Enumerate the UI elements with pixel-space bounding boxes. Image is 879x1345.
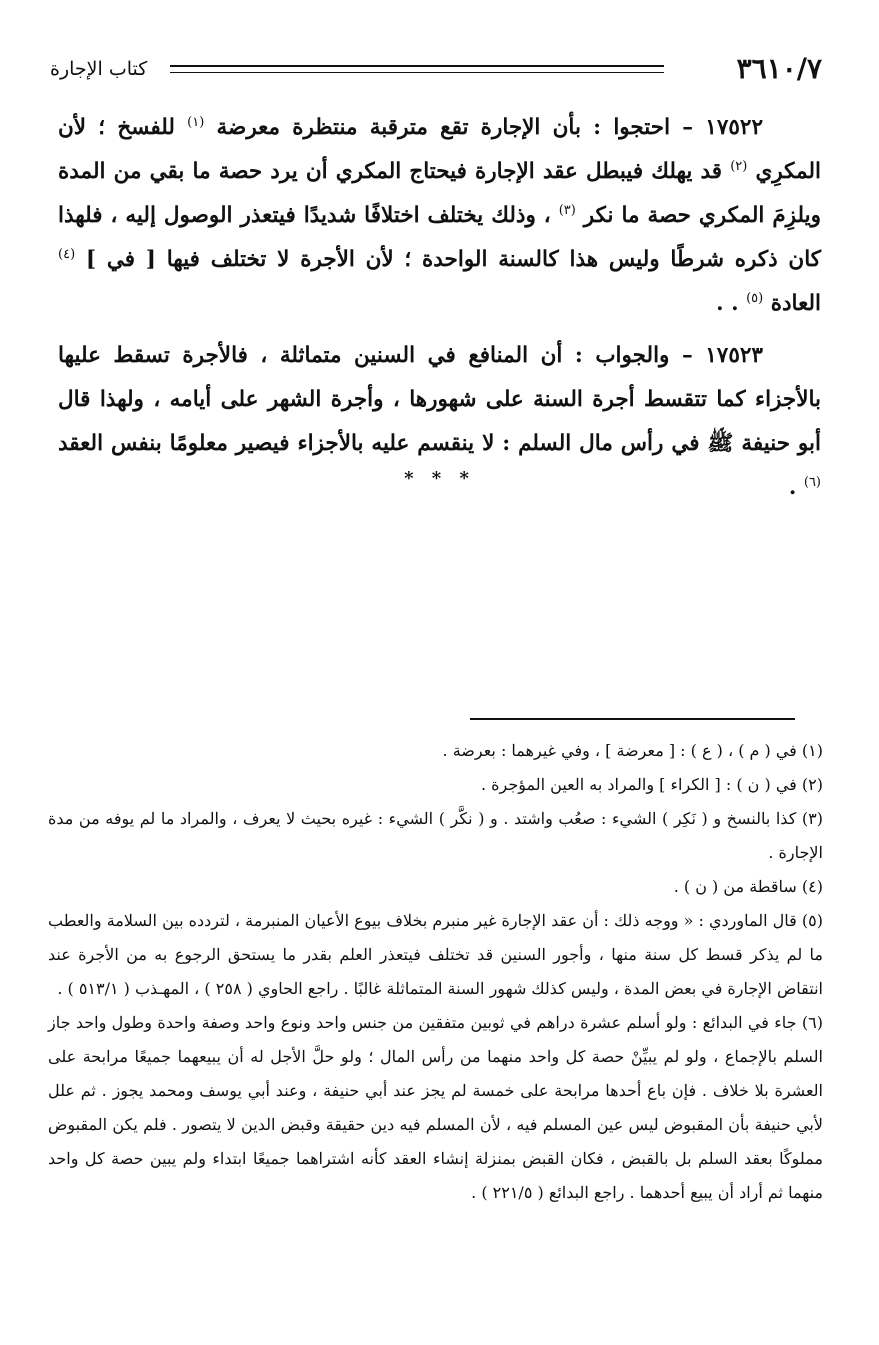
text-run: للفسخ ؛ لأن المكرِي [58,115,821,184]
footnote-rule [470,718,795,720]
paragraph-number: ١٧٥٢٢ [705,115,764,140]
paragraph-number: ١٧٥٢٣ [705,343,763,368]
footnote-ref-2[interactable]: (٢) [730,158,748,174]
header-rule [170,65,664,73]
text-run: ، وذلك يختلف اختلافًا شديدًا فيتعذر الوصول إليه ، فلهذا كان ذكره شرطًا وليس هذا كالسنة الواحدة ؛ لأن الأجرة لا تختلف فيها [ في ] [58,203,821,272]
footnote-5: (٥) قال الماوردي : « ووجه ذلك : أن عقد الإجارة غير منبرم بخلاف بيوع الأعيان المنبرمة ، لتردده بين السلامة والعطب ما لم يذكر قسط كل سنة منها ، وأجور السنين قد تختلف فيتعذر العلم بقدر ما يستحق الرجوع به من الأجرة عند انتقاض الإجارة في بعض المدة ، وليس كذلك شهور السنة المتماثلة غالبًا . راجع الحاوي ( ٢٥٨ ) ، المهـذب ( ٥١٣/١ ) . [48,911,824,998]
book-title: كتاب الإجارة [50,58,148,80]
footnote-3: (٣) كذا بالنسخ و ( نَكِر ) الشيء : صعُب واشتد . و ( نكَّر ) الشيء : غيره بحيث لا يعرف ، والمراد ما لم يوفه من مدة الإجارة . [48,809,823,862]
footnote-ref-6[interactable]: (٦) [803,474,821,490]
text-run: . . [716,291,747,316]
running-header [50,50,822,90]
text-run: – والجواب : أن المنافع في السنين متماثلة ، فالأجرة تسقط عليها بالأجزاء كما تتقسط أجرة السنة على شهورها ، وأجرة الشهر على أيامه ، ولهذا قال أبو حنيفة ﷺ في رأس مال السلم : لا ينقسم عليه بالأجزاء فيصير معلومًا بنفس العقد [58,343,821,456]
footnote-ref-1[interactable]: (١) [187,114,205,130]
footnotes [48,734,823,1210]
paragraph-17522 [58,106,821,326]
main-text [58,106,821,518]
footnote-1: (١) في ( م ) ، ( ع ) : [ معرضة ] ، وفي غيرهما : بعرضة . [442,741,823,760]
footnote-6: (٦) جاء في البدائع : ولو أسلم عشرة دراهم في ثوبين متفقين من جنس واحد ونوع واحد وصفة واحدة وطول واحد جاز السلم بالإجماع ، ولو لم يبيِّنْ حصة كل واحد منهما من رأس المال ؛ ولو حلَّ الأجل له أن يبيعهما جميعًا مرابحة على العشرة بلا خلاف . فإن باع أحدها مرابحة على خمسة لم يجز عند أبي حنيفة ، وعند أبي يوسف ومحمد يجوز . ثم علل لأبي حنيفة بأن المقبوض ليس عين المسلم فيه ، لأن المسلم فيه دين حقيقة وقبض الدين لا يتصور . فلم يكن المقبوض مملوكًا بعقد السلم بل بالقبض ، فكان القبض بمنزلة إنشاء العقد كأنه اشتراهما جميعًا ابتداء ولم يبين حصة كل واحد منهما ثم أراد أن يبيع أحدهما . راجع البدائع ( ٢٢١/٥ ) . [48,1013,824,1202]
footnote-ref-5[interactable]: (٥) [746,290,764,306]
text-run: – احتجوا : بأن الإجارة تقع مترقبة منتظرة معرضة [204,115,694,140]
page-number: ٣٦١٠/٧ [736,52,822,85]
footnote-ref-3[interactable]: (٣) [558,202,576,218]
footnote-ref-4[interactable]: (٤) [58,246,76,262]
footnote-2: (٢) في ( ن ) : [ الكراء ] والمراد به العين المؤجرة . [480,775,823,794]
text-run: . [788,475,804,500]
footnote-4: (٤) ساقطة من ( ن ) . [673,877,823,896]
text-run: العادة [763,291,821,316]
section-separator: * * * [404,468,475,489]
text-run: قد يهلك فيبطل عقد الإجارة فيحتاج المكري أن يرد حصة ما بقي من المدة ويلزِمَ المكري حصة ما نكر [58,159,821,228]
